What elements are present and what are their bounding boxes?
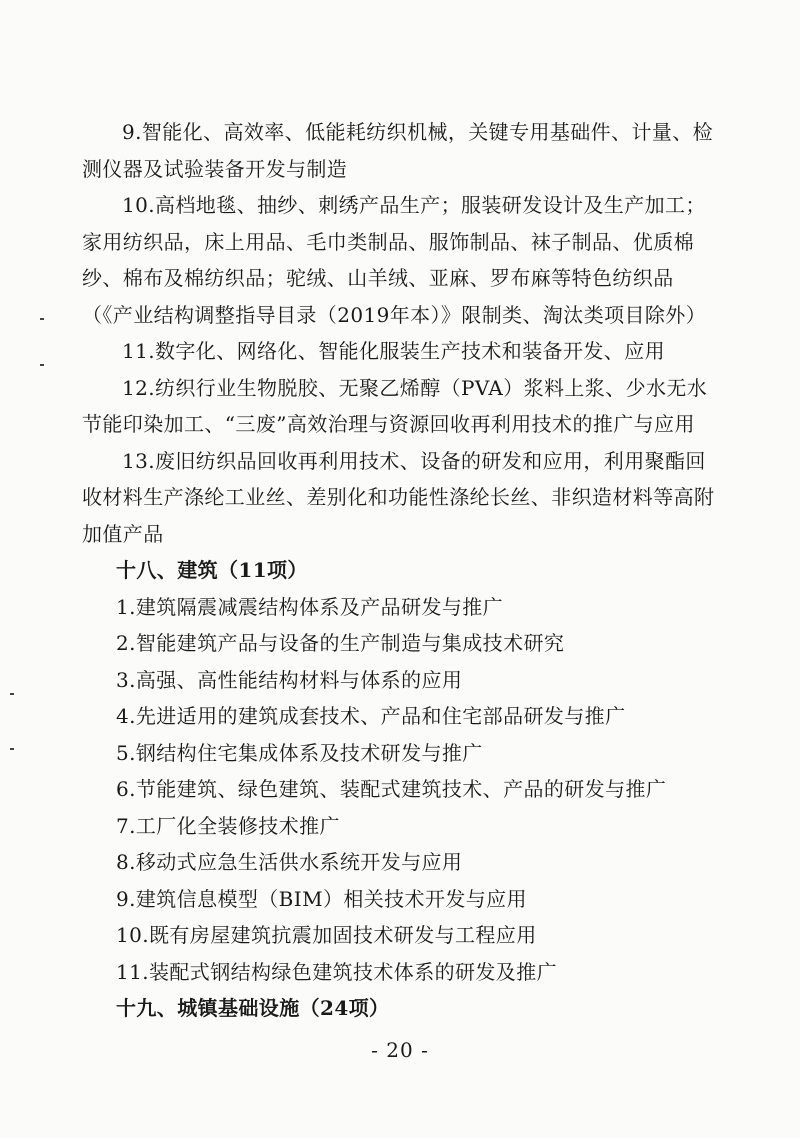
construction-item-9: 9.建筑信息模型（BIM）相关技术开发与应用 — [116, 886, 527, 911]
textile-item-13: 13.废旧纺织品回收再利用技术、设备的研发和应用，利用聚酯回收材料生产涤纶工业丝、差别化和功能性涤纶长丝、非织造材料等高附加值产品 — [82, 448, 715, 546]
scan-speck — [40, 318, 44, 320]
textile-item-12: 12.纺织行业生物脱胶、无聚乙烯醇（PVA）浆料上浆、少水无水节能印染加工、“三废”高效治理与资源回收再利用技术的推广与应用 — [82, 375, 708, 436]
construction-item-8: 8.移动式应急生活供水系统开发与应用 — [116, 850, 463, 874]
section-heading-construction: 十八、建筑（11项） — [116, 558, 308, 582]
scan-speck — [40, 364, 44, 366]
textile-item-9: 9.智能化、高效率、低能耗纺织机械，关键专用基础件、计量、检测仪器及试验装备开发与制造 — [82, 120, 714, 181]
scan-speck — [10, 748, 14, 750]
construction-item-6: 6.节能建筑、绿色建筑、装配式建筑技术、产品的研发与推广 — [116, 777, 667, 801]
construction-item-11: 11.装配式钢结构绿色建筑技术体系的研发及推广 — [116, 959, 558, 984]
construction-item-5: 5.钢结构住宅集成体系及技术研发与推广 — [116, 740, 483, 765]
construction-item-2: 2.智能建筑产品与设备的生产制造与集成技术研究 — [116, 631, 565, 655]
construction-item-1: 1.建筑隔震减震结构体系及产品研发与推广 — [116, 594, 504, 619]
page-number: - 20 - — [371, 1038, 429, 1062]
textile-item-11: 11.数字化、网络化、智能化服装生产技术和装备开发、应用 — [122, 339, 666, 363]
construction-item-4: 4.先进适用的建筑成套技术、产品和住宅部品研发与推广 — [116, 704, 626, 728]
construction-item-10: 10.既有房屋建筑抗震加固技术研发与工程应用 — [116, 923, 537, 947]
construction-item-7: 7.工厂化全装修技术推广 — [116, 813, 340, 838]
section-heading-urban-infrastructure: 十九、城镇基础设施（24项） — [116, 996, 390, 1020]
construction-item-3: 3.高强、高性能结构材料与体系的应用 — [116, 667, 463, 692]
document-page — [82, 114, 722, 1027]
scan-speck — [10, 693, 14, 695]
textile-item-10: 10.高档地毯、抽纱、刺绣产品生产；服装研发设计及生产加工；家用纺织品，床上用品、毛巾类制品、服饰制品、袜子制品、优质棉纱、棉布及棉纺织品；驼绒、山羊绒、亚麻、罗布麻等特色纺织品（《产业结构调整指导目录（2019年本）》限制类、淘汰类项目除外） — [82, 193, 707, 327]
